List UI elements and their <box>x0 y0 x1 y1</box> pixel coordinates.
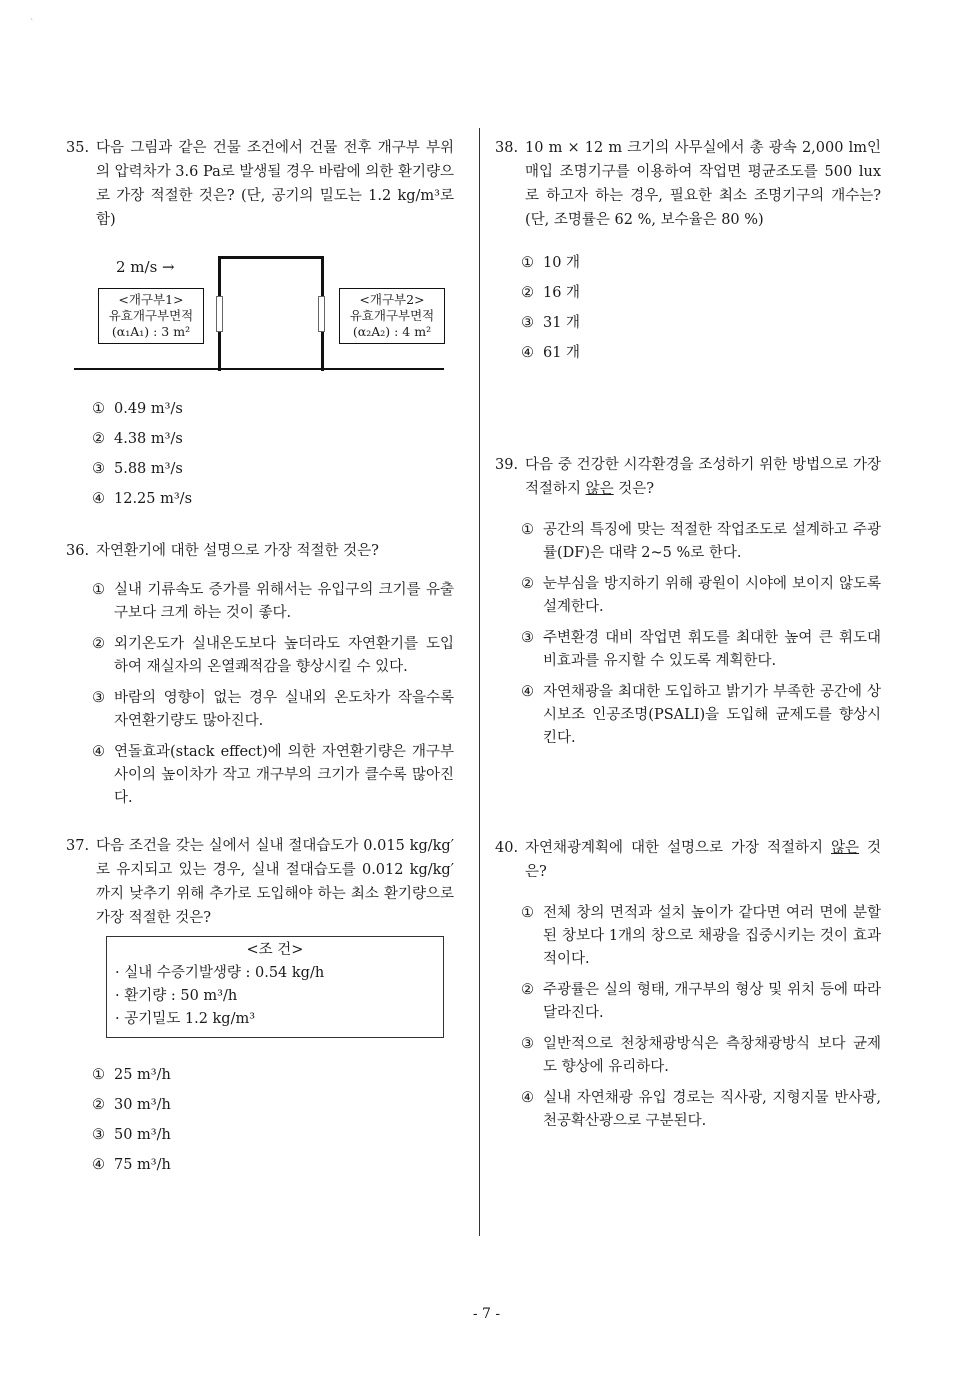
option-text: 10 개 <box>543 255 581 271</box>
stem-underline: 않은 <box>585 481 614 497</box>
option-4[interactable] <box>521 681 881 750</box>
opening-1-label-box <box>98 288 204 344</box>
conditions-box <box>106 936 444 1038</box>
option-text: 75 m³/h <box>114 1157 171 1173</box>
opening-1 <box>216 296 223 332</box>
option-mark: ② <box>521 982 534 998</box>
question-stem: 다음 조건을 갖는 실에서 실내 절대습도가 0.015 kg/kg′로 유지되고 있는 경우, 실내 절대습도를 0.012 kg/kg′까지 낮추기 위해 추가로 도입해야 하는 최소 환기량으로 가장 적절한 것은? <box>96 838 454 926</box>
option-text: 4.38 m³/s <box>114 431 183 447</box>
option-text: 연돌효과(stack effect)에 의한 자연환기량은 개구부 사이의 높이차가 작고 개구부의 크기가 클수록 많아진다. <box>114 744 454 806</box>
option-mark: ② <box>92 1097 105 1113</box>
wind-label: 2 m/s → <box>116 258 175 276</box>
option-text: 눈부심을 방지하기 위해 광원이 시야에 보이지 않도록 설계한다. <box>543 576 881 615</box>
page-number: - 7 - <box>472 1306 501 1322</box>
building-outline <box>218 256 324 371</box>
option-text: 50 m³/h <box>114 1127 171 1143</box>
option-2[interactable] <box>521 282 881 305</box>
option-mark: ④ <box>92 491 105 507</box>
question-39 <box>495 453 881 750</box>
option-mark: ③ <box>92 1127 105 1143</box>
option-mark: ② <box>92 431 105 447</box>
condition-item: · 공기밀도 1.2 kg/m³ <box>115 1011 256 1027</box>
stem-text-end: 것은? <box>525 840 881 880</box>
option-text: 바람의 영향이 없는 경우 실내외 온도차가 작을수록 자연환기량도 많아진다. <box>114 690 454 729</box>
option-1[interactable] <box>521 519 881 565</box>
option-mark: ③ <box>92 461 105 477</box>
option-text: 실내 기류속도 증가를 위해서는 유입구의 크기를 유출구보다 크게 하는 것이 좋다. <box>114 582 454 621</box>
option-mark: ② <box>92 636 105 652</box>
opening-2-title: <개구부2> <box>359 292 425 307</box>
option-text: 12.25 m³/s <box>114 491 193 507</box>
option-mark: ① <box>92 582 105 598</box>
option-mark: ③ <box>521 315 534 331</box>
option-1[interactable] <box>92 1064 454 1087</box>
option-3[interactable] <box>92 458 454 481</box>
stem-underline: 않은 <box>831 840 860 856</box>
option-text: 외기온도가 실내온도보다 높더라도 자연환기를 도입하여 재실자의 온열쾌적감을 향상시킬 수 있다. <box>114 636 454 675</box>
condition-item: · 실내 수증기발생량 : 0.54 kg/h <box>115 965 325 981</box>
ground-line <box>74 368 444 370</box>
question-number: 37. <box>66 838 90 854</box>
question-stem: 10 m × 12 m 크기의 사무실에서 총 광속 2,000 lm인 매입 조명기구를 이용하여 작업면 평균조도를 500 lux로 하고자 하는 경우, 필요한 최소 조명기구의 개수는? (단, 조명률은 62 %, 보수율은 80 %) <box>525 140 881 228</box>
opening-1-area: (α₁A₁) : 3 m² <box>111 324 191 339</box>
option-1[interactable] <box>92 579 454 625</box>
option-3[interactable] <box>92 1124 454 1147</box>
option-1[interactable] <box>521 902 881 971</box>
option-mark: ① <box>92 401 105 417</box>
option-4[interactable] <box>92 1154 454 1177</box>
option-2[interactable] <box>521 979 881 1025</box>
option-mark: ③ <box>521 1036 534 1052</box>
option-mark: ① <box>92 1067 105 1083</box>
option-text: 16 개 <box>543 285 581 301</box>
options <box>66 398 454 511</box>
question-36 <box>66 539 454 810</box>
opening-2 <box>318 296 325 332</box>
option-mark: ④ <box>521 1090 534 1106</box>
right-column <box>495 136 881 1141</box>
option-text: 주변환경 대비 작업면 휘도를 최대한 높여 큰 휘도대비효과를 유지할 수 있도록 계획한다. <box>543 630 881 669</box>
option-2[interactable] <box>92 428 454 451</box>
question-stem: 자연환기에 대한 설명으로 가장 적절한 것은? <box>96 543 379 559</box>
option-text: 25 m³/h <box>114 1067 171 1083</box>
option-3[interactable] <box>92 687 454 733</box>
question-38 <box>495 136 881 365</box>
opening-2-desc: 유효개구부면적 <box>349 308 435 323</box>
option-mark: ④ <box>92 1157 105 1173</box>
question-40 <box>495 836 881 1133</box>
option-mark: ④ <box>521 684 534 700</box>
option-text: 공간의 특징에 맞는 적절한 작업조도로 설계하고 주광률(DF)은 대략 2~5 %로 한다. <box>543 522 881 561</box>
option-text: 31 개 <box>543 315 581 331</box>
option-4[interactable] <box>521 1087 881 1133</box>
conditions-title: <조 건> <box>246 942 304 958</box>
options <box>66 579 454 810</box>
option-mark: ③ <box>92 690 105 706</box>
question-stem <box>525 836 881 884</box>
option-mark: ② <box>521 285 534 301</box>
option-text: 30 m³/h <box>114 1097 171 1113</box>
option-mark: ④ <box>92 744 105 760</box>
option-mark: ① <box>521 522 534 538</box>
stem-text-end: 것은? <box>613 481 655 497</box>
option-mark: ① <box>521 905 534 921</box>
option-3[interactable] <box>521 312 881 335</box>
option-2[interactable] <box>92 633 454 679</box>
option-text: 0.49 m³/s <box>114 401 183 417</box>
option-mark: ② <box>521 576 534 592</box>
building-diagram <box>66 256 454 384</box>
options <box>495 252 881 365</box>
option-4[interactable] <box>92 488 454 511</box>
opening-1-desc: 유효개구부면적 <box>108 308 194 323</box>
left-column <box>66 136 454 1184</box>
options <box>495 902 881 1133</box>
option-text: 주광률은 실의 형태, 개구부의 형상 및 위치 등에 따라 달라진다. <box>543 982 881 1021</box>
option-mark: ④ <box>521 345 534 361</box>
option-mark: ① <box>521 255 534 271</box>
option-text: 전체 창의 면적과 설치 높이가 같다면 여러 면에 분할된 창보다 1개의 창으로 채광을 집중시키는 것이 효과적이다. <box>543 905 881 967</box>
column-divider <box>479 128 480 1236</box>
option-1[interactable] <box>92 398 454 421</box>
question-number: 39. <box>495 457 519 473</box>
question-37 <box>66 834 454 1177</box>
option-1[interactable] <box>521 252 881 275</box>
opening-2-area: (α₂A₂) : 4 m² <box>352 324 432 339</box>
option-text: 일반적으로 천창채광방식은 측창채광방식 보다 균제도 향상에 유리하다. <box>543 1036 881 1075</box>
question-stem <box>525 453 881 501</box>
question-number: 40. <box>495 840 519 856</box>
condition-item: · 환기량 : 50 m³/h <box>115 988 238 1004</box>
question-number: 35. <box>66 140 90 156</box>
stem-text: 자연채광계획에 대한 설명으로 가장 적절하지 <box>525 840 831 856</box>
option-2[interactable] <box>521 573 881 619</box>
option-text: 자연채광을 최대한 도입하고 밝기가 부족한 공간에 상시보조 인공조명(PSALI)을 도입해 균제도를 향상시킨다. <box>543 684 881 746</box>
option-mark: ③ <box>521 630 534 646</box>
opening-1-title: <개구부1> <box>118 292 184 307</box>
question-number: 38. <box>495 140 519 156</box>
option-text: 61 개 <box>543 345 581 361</box>
stem-text: 다음 중 건강한 시각환경을 조성하기 위한 방법으로 가장 적절하지 <box>525 457 881 497</box>
option-3[interactable] <box>521 1033 881 1079</box>
options <box>495 519 881 750</box>
question-35 <box>66 136 454 511</box>
question-number: 36. <box>66 543 90 559</box>
option-4[interactable] <box>521 342 881 365</box>
opening-2-label-box <box>339 288 445 344</box>
option-2[interactable] <box>92 1094 454 1117</box>
option-text: 5.88 m³/s <box>114 461 183 477</box>
option-4[interactable] <box>92 741 454 810</box>
question-stem: 다음 그림과 같은 건물 조건에서 건물 전후 개구부 부위의 압력차가 3.6 Pa로 발생될 경우 바람에 의한 환기량으로 가장 적절한 것은? (단, 공기의 밀도는 1.2 kg/m³로 함) <box>96 140 454 228</box>
option-text: 실내 자연채광 유입 경로는 직사광, 지형지물 반사광, 천공확산광으로 구분된다. <box>543 1090 881 1129</box>
scan-mark: ` <box>30 18 34 27</box>
options <box>66 1064 454 1177</box>
option-3[interactable] <box>521 627 881 673</box>
